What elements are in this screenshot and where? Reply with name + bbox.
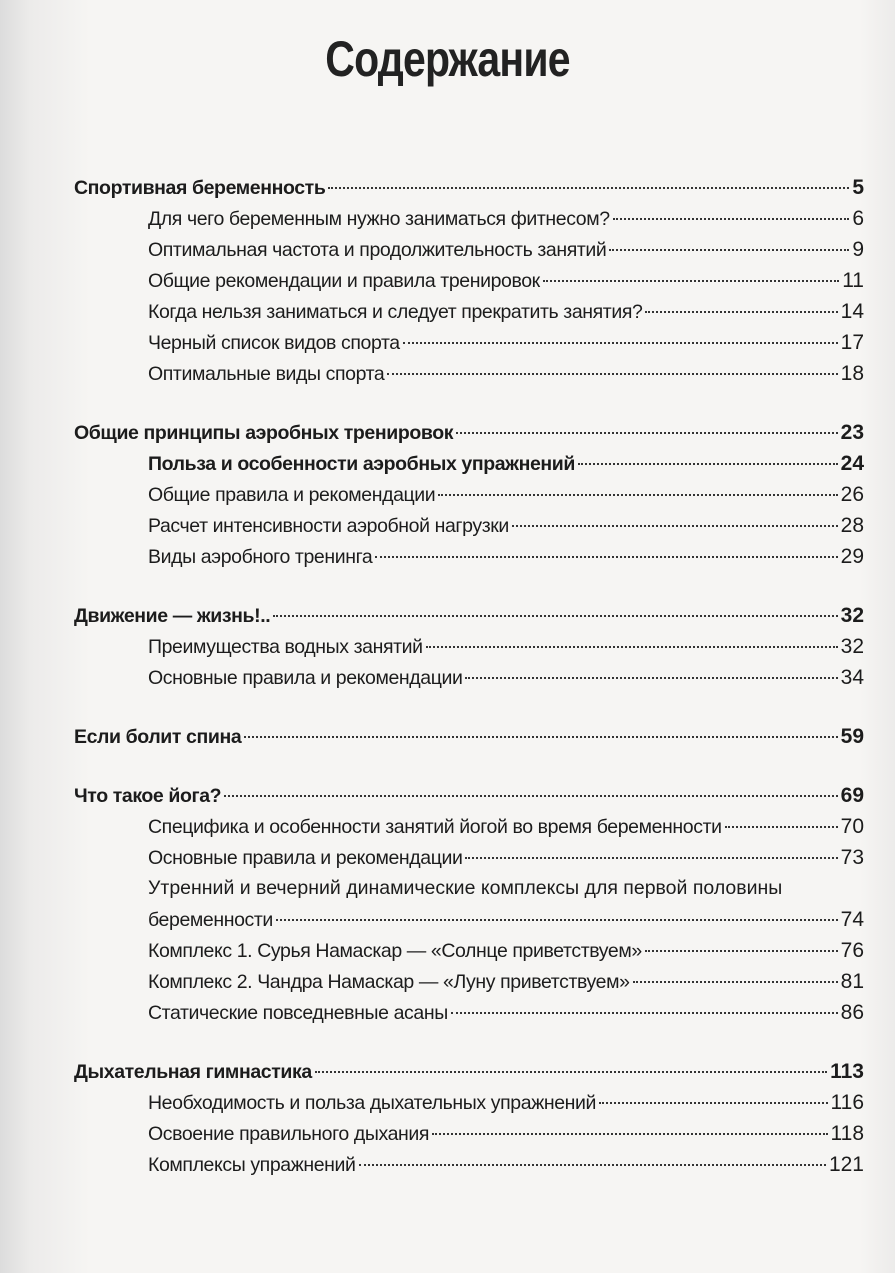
page-number: 32 [840,635,864,658]
dot-leader [512,525,838,527]
toc-section [74,725,864,756]
toc-subsection [74,970,864,1001]
page-number: 118 [830,1122,864,1145]
toc-chapter [74,176,864,207]
dot-leader [543,280,839,282]
toc-subsection [74,877,864,939]
dot-leader [645,311,837,313]
toc-chapter [74,784,864,815]
toc-chapter [74,1060,864,1091]
toc-section [74,1060,864,1184]
page-number: 69 [840,784,864,807]
dot-leader [438,494,837,496]
toc-section [74,421,864,576]
subsection-title-line1: Утренний и вечерний динамические комплексы для первой половины [148,877,783,899]
subsection-title: Специфика и особенности занятий йогой во время беременности [148,816,722,838]
page-number: 9 [852,238,864,261]
dot-leader [328,187,849,189]
subsection-title: Черный список видов спорта [148,332,400,354]
page-number: 26 [840,483,864,506]
subsection-title: Общие правила и рекомендации [148,484,436,506]
chapter-title: Общие принципы аэробных тренировок [74,422,454,444]
toc-subsection [74,846,864,877]
subsection-title: Комплекс 1. Сурья Намаскар — «Солнце приветствуем» [148,940,642,962]
page-number: 70 [840,815,864,838]
dot-leader [244,736,837,738]
toc-subsection [74,452,864,483]
toc-section [74,784,864,1032]
page-number: 32 [840,604,864,627]
dot-leader [456,432,838,434]
subsection-title: Расчет интенсивности аэробной нагрузки [148,515,509,537]
subsection-title: Преимущества водных занятий [148,636,423,658]
subsection-title: Комплексы упражнений [148,1154,356,1176]
page-number: 24 [840,452,864,475]
toc-subsection [74,815,864,846]
toc-subsection [74,1001,864,1032]
toc-subsection [74,483,864,514]
toc-subsection [74,635,864,666]
dot-leader [451,1012,838,1014]
chapter-title: Спортивная беременность [74,177,326,199]
toc-chapter [74,421,864,452]
page-number: 121 [828,1153,864,1176]
toc-section [74,604,864,697]
toc-subsection [74,238,864,269]
table-of-contents [74,176,864,1212]
chapter-title: Дыхательная гимнастика [74,1061,312,1083]
page-number: 86 [840,1001,864,1024]
dot-leader [375,556,837,558]
dot-leader [465,857,837,859]
subsection-title: Основные правила и рекомендации [148,667,463,689]
subsection-title: Освоение правильного дыхания [148,1123,430,1145]
subsection-title: Оптимальная частота и продолжительность занятий [148,239,607,261]
page-number: 74 [840,908,864,931]
subsection-title: Общие рекомендации и правила тренировок [148,270,540,292]
dot-leader [599,1102,828,1104]
toc-subsection [74,1122,864,1153]
subsection-title: Когда нельзя заниматься и следует прекратить занятия? [148,301,643,323]
page-number: 6 [852,207,864,230]
dot-leader [273,615,837,617]
dot-leader [432,1133,827,1135]
dot-leader [645,950,838,952]
page-number: 23 [840,421,864,444]
page-number: 28 [840,514,864,537]
page-number: 11 [842,269,864,292]
dot-leader [359,1164,826,1166]
dot-leader [725,826,838,828]
toc-section [74,176,864,393]
dot-leader [578,463,838,465]
page-number: 5 [852,176,864,199]
page-number: 59 [840,725,864,748]
subsection-title: Польза и особенности аэробных упражнений [148,453,575,475]
page-number: 14 [840,300,864,323]
toc-subsection [74,269,864,300]
subsection-title: Основные правила и рекомендации [148,847,463,869]
page-number: 116 [830,1091,864,1114]
dot-leader [315,1071,827,1073]
toc-subsection [74,207,864,238]
toc-subsection [74,1153,864,1184]
toc-chapter [74,725,864,756]
toc-subsection [74,1091,864,1122]
page-number: 34 [840,666,864,689]
page-number: 113 [830,1060,864,1083]
chapter-title: Если болит спина [74,726,242,748]
toc-subsection [74,545,864,576]
toc-subsection [74,666,864,697]
toc-subsection [74,362,864,393]
subsection-title: Для чего беременным нужно заниматься фитнесом? [148,208,610,230]
subsection-title: Оптимальные виды спорта [148,363,385,385]
page-number: 29 [840,545,864,568]
toc-subsection [74,939,864,970]
toc-subsection [74,331,864,362]
toc-subsection [74,514,864,545]
subsection-title-line2 [148,908,864,939]
dot-leader [613,218,850,220]
page-number: 18 [840,362,864,385]
chapter-title: Что такое йога? [74,785,222,807]
page-title: Содержание [325,31,570,87]
page-number: 81 [840,970,864,993]
page-number: 73 [840,846,864,869]
dot-leader [465,677,837,679]
dot-leader [403,342,838,344]
toc-chapter [74,604,864,635]
page-number: 17 [840,331,864,354]
subsection-title-continued: беременности [148,909,273,931]
toc-subsection [74,300,864,331]
subsection-title: Необходимость и польза дыхательных упражнений [148,1092,597,1114]
subsection-title: Виды аэробного тренинга [148,546,373,568]
dot-leader [276,919,838,921]
dot-leader [609,249,849,251]
dot-leader [224,795,837,797]
page-number: 76 [840,939,864,962]
chapter-title: Движение — жизнь!.. [74,605,271,627]
subsection-title: Статические повседневные асаны [148,1002,448,1024]
dot-leader [426,646,838,648]
subsection-title: Комплекс 2. Чандра Намаскар — «Луну приветствуем» [148,971,630,993]
dot-leader [633,981,838,983]
dot-leader [387,373,837,375]
